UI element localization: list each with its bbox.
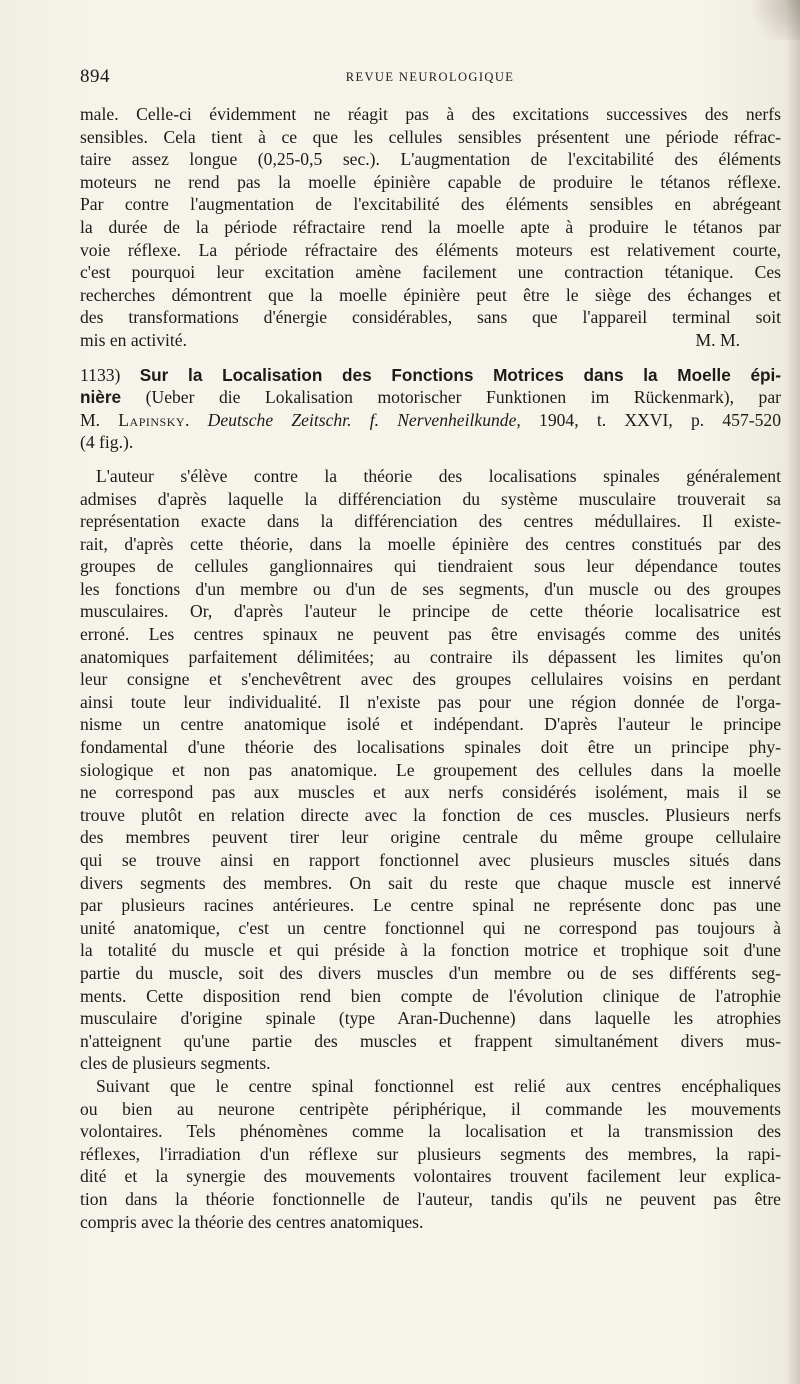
text-line: les fonctions d'un membre ou d'un de ses segments, d'un muscle ou des groupes [80,578,781,599]
entry-title-line [80,364,781,387]
text-line: tion dans la théorie fonctionnelle de l'auteur, tandis qu'ils ne peuvent pas être [80,1188,781,1209]
text-line: la totalité du muscle et qui préside à la fonction motrice et trophique soit d'une [80,940,781,961]
text-line: unité anatomique, c'est un centre fonctionnel qui ne correspond pas toujours à [80,917,781,938]
text-line: nisme un centre anatomique isolé et indépendant. D'après l'auteur le principe [80,714,781,735]
author-name: Lapinsky [118,409,186,430]
text-line: Par contre l'augmentation de l'excitabilité des éléments sensibles en abrégeant [80,194,781,215]
text-line: siologique et non pas anatomique. Le groupement des cellules dans la moelle [80,759,781,780]
text-line: admises d'après laquelle la différenciation du système musculaire trouverait sa [80,488,781,509]
text-line: divers segments des membres. On sait du reste que chaque muscle est innervé [80,872,781,893]
page-header [80,66,780,90]
text-line: ou bien au neurone centripète périphérique, il commande les mouvements [80,1098,781,1119]
text-line: L'auteur s'élève contre la théorie des localisations spinales généralement [96,465,781,486]
signoff-line [80,329,781,352]
citation-details: 1904, t. XXVI, p. 457-520 [539,409,782,430]
text-line: partie du muscle, soit des divers muscles d'un membre ou de ses différents seg- [80,962,781,983]
text-line: Suivant que le centre spinal fonctionnel est relié aux centres encéphaliques [96,1075,781,1096]
entry-citation-line: M. Lapinsky. Deutsche Zeitschr. f. Nervenheilkunde, 1904, t. XXVI, p. 457-520 [80,409,782,430]
text-line: ne correspond pas aux muscles et aux nerfs considérés isolément, mais il se [80,782,781,803]
entry-citation-line [80,386,781,409]
spacer [80,454,781,465]
text-line: compris avec la théorie des centres anatomiques. [80,1211,424,1232]
text-line: réflexes, l'irradiation d'un réflexe sur plusieurs segments des membres, la rapi- [80,1143,781,1164]
text-line: moteurs ne rend pas la moelle épinière capable de produire le tétanos réflexe. [80,171,781,192]
entry-german-title: (Ueber die Lokalisation motorischer Funktionen im Rückenmark), par [145,387,781,408]
previous-article [80,103,781,352]
text-line: mis en activité. [80,329,187,350]
text-line: erroné. Les centres spinaux ne peuvent pas être envisagés comme des unités [80,624,781,645]
text-line: volontaires. Tels phénomènes comme la localisation et la transmission des [80,1121,781,1142]
entry-title: Sur la Localisation des Fonctions Motrices dans la Moelle épi- [139,364,782,385]
text-line: musculaires. Or, d'après l'auteur le principe de cette théorie localisatrice est [80,601,781,622]
text-line: des membres peuvent tirer leur origine centrale du même groupe cellulaire [80,827,781,848]
text-line: dité et la synergie des mouvements volontaires trouvent facilement leur explica- [80,1166,781,1187]
journal-name: Deutsche Zeitschr. f. Nervenheilkunde, [207,409,521,430]
entry-heading [80,364,781,454]
text-line: anatomiques parfaitement délimitées; au contraire ils dépassent les limites qu'on [80,646,781,667]
author-signature: M. M. [695,329,740,350]
text-line: musculaire d'origine spinale (type Aran-Duchenne) dans laquelle les atrophies [80,1008,781,1029]
text-line: voie réflexe. La période réfractaire des éléments moteurs est relativement courte, [80,239,781,260]
entry-number: 1133) [80,364,121,385]
text-line: rait, d'après cette théorie, dans la moelle épinière des centres constitués par des [80,533,781,554]
text-line: par plusieurs racines antérieures. Le centre spinal ne représente donc pas une [80,895,781,916]
entry-title-end: nière [80,387,122,408]
text-line: des transformations d'énergie considérables, sans que l'appareil terminal soit [80,307,781,328]
text-line: recherches démontrent que la moelle épinière peut être le siège des échanges et [80,284,781,305]
text-line: c'est pourquoi leur excitation amène facilement une contraction tétanique. Ces [80,262,781,283]
text-line: ments. Cette disposition rend bien compte de l'évolution clinique de l'atrophie [80,985,781,1006]
page-edge-shadow [786,0,800,1384]
text-line: représentation exacte dans la différenciation des centres médullaires. Il existe- [80,511,781,532]
text-line: groupes de cellules ganglionnaires qui tiendraient sous leur dépendance toutes [80,556,781,577]
text-line: male. Celle-ci évidemment ne réagit pas à des excitations successives des nerfs [80,104,781,124]
text-line: la durée de la période réfractaire rend la moelle apte à produire le tétanos par [80,216,781,237]
text-line: qui se trouve ainsi en rapport fonctionnel avec plusieurs muscles situés dans [80,850,781,870]
author-initial: M. [80,409,101,430]
text-line: sensibles. Cela tient à ce que les cellules sensibles présentent une période réfrac- [80,126,781,147]
text-line: ainsi toute leur individualité. Il n'existe pas pour une région donnée de l'orga- [80,691,781,712]
entry-figures: (4 fig.). [80,432,134,453]
page-number: 894 [80,66,110,87]
text-line: taire assez longue (0,25-0,5 sec.). L'augmentation de l'excitabilité des éléments [80,149,781,170]
running-head: REVUE NEUROLOGIQUE [345,70,515,84]
text-line: n'atteignent qu'une partie des muscles et frappent simultanément divers mus- [80,1030,781,1051]
page-content [80,103,781,1233]
text-line: leur consigne et s'enchevêtrent avec des groupes cellulaires voisins en perdant [80,669,781,690]
abstract-paragraph [80,465,781,1075]
text-line: fondamental d'une théorie des localisations spinales doit être un principe phy- [80,737,781,758]
abstract-paragraph [80,1075,781,1233]
text-line: trouve plutôt en relation directe avec la fonction de ces muscles. Plusieurs nerfs [80,804,781,825]
text-line: cles de plusieurs segments. [80,1053,271,1074]
